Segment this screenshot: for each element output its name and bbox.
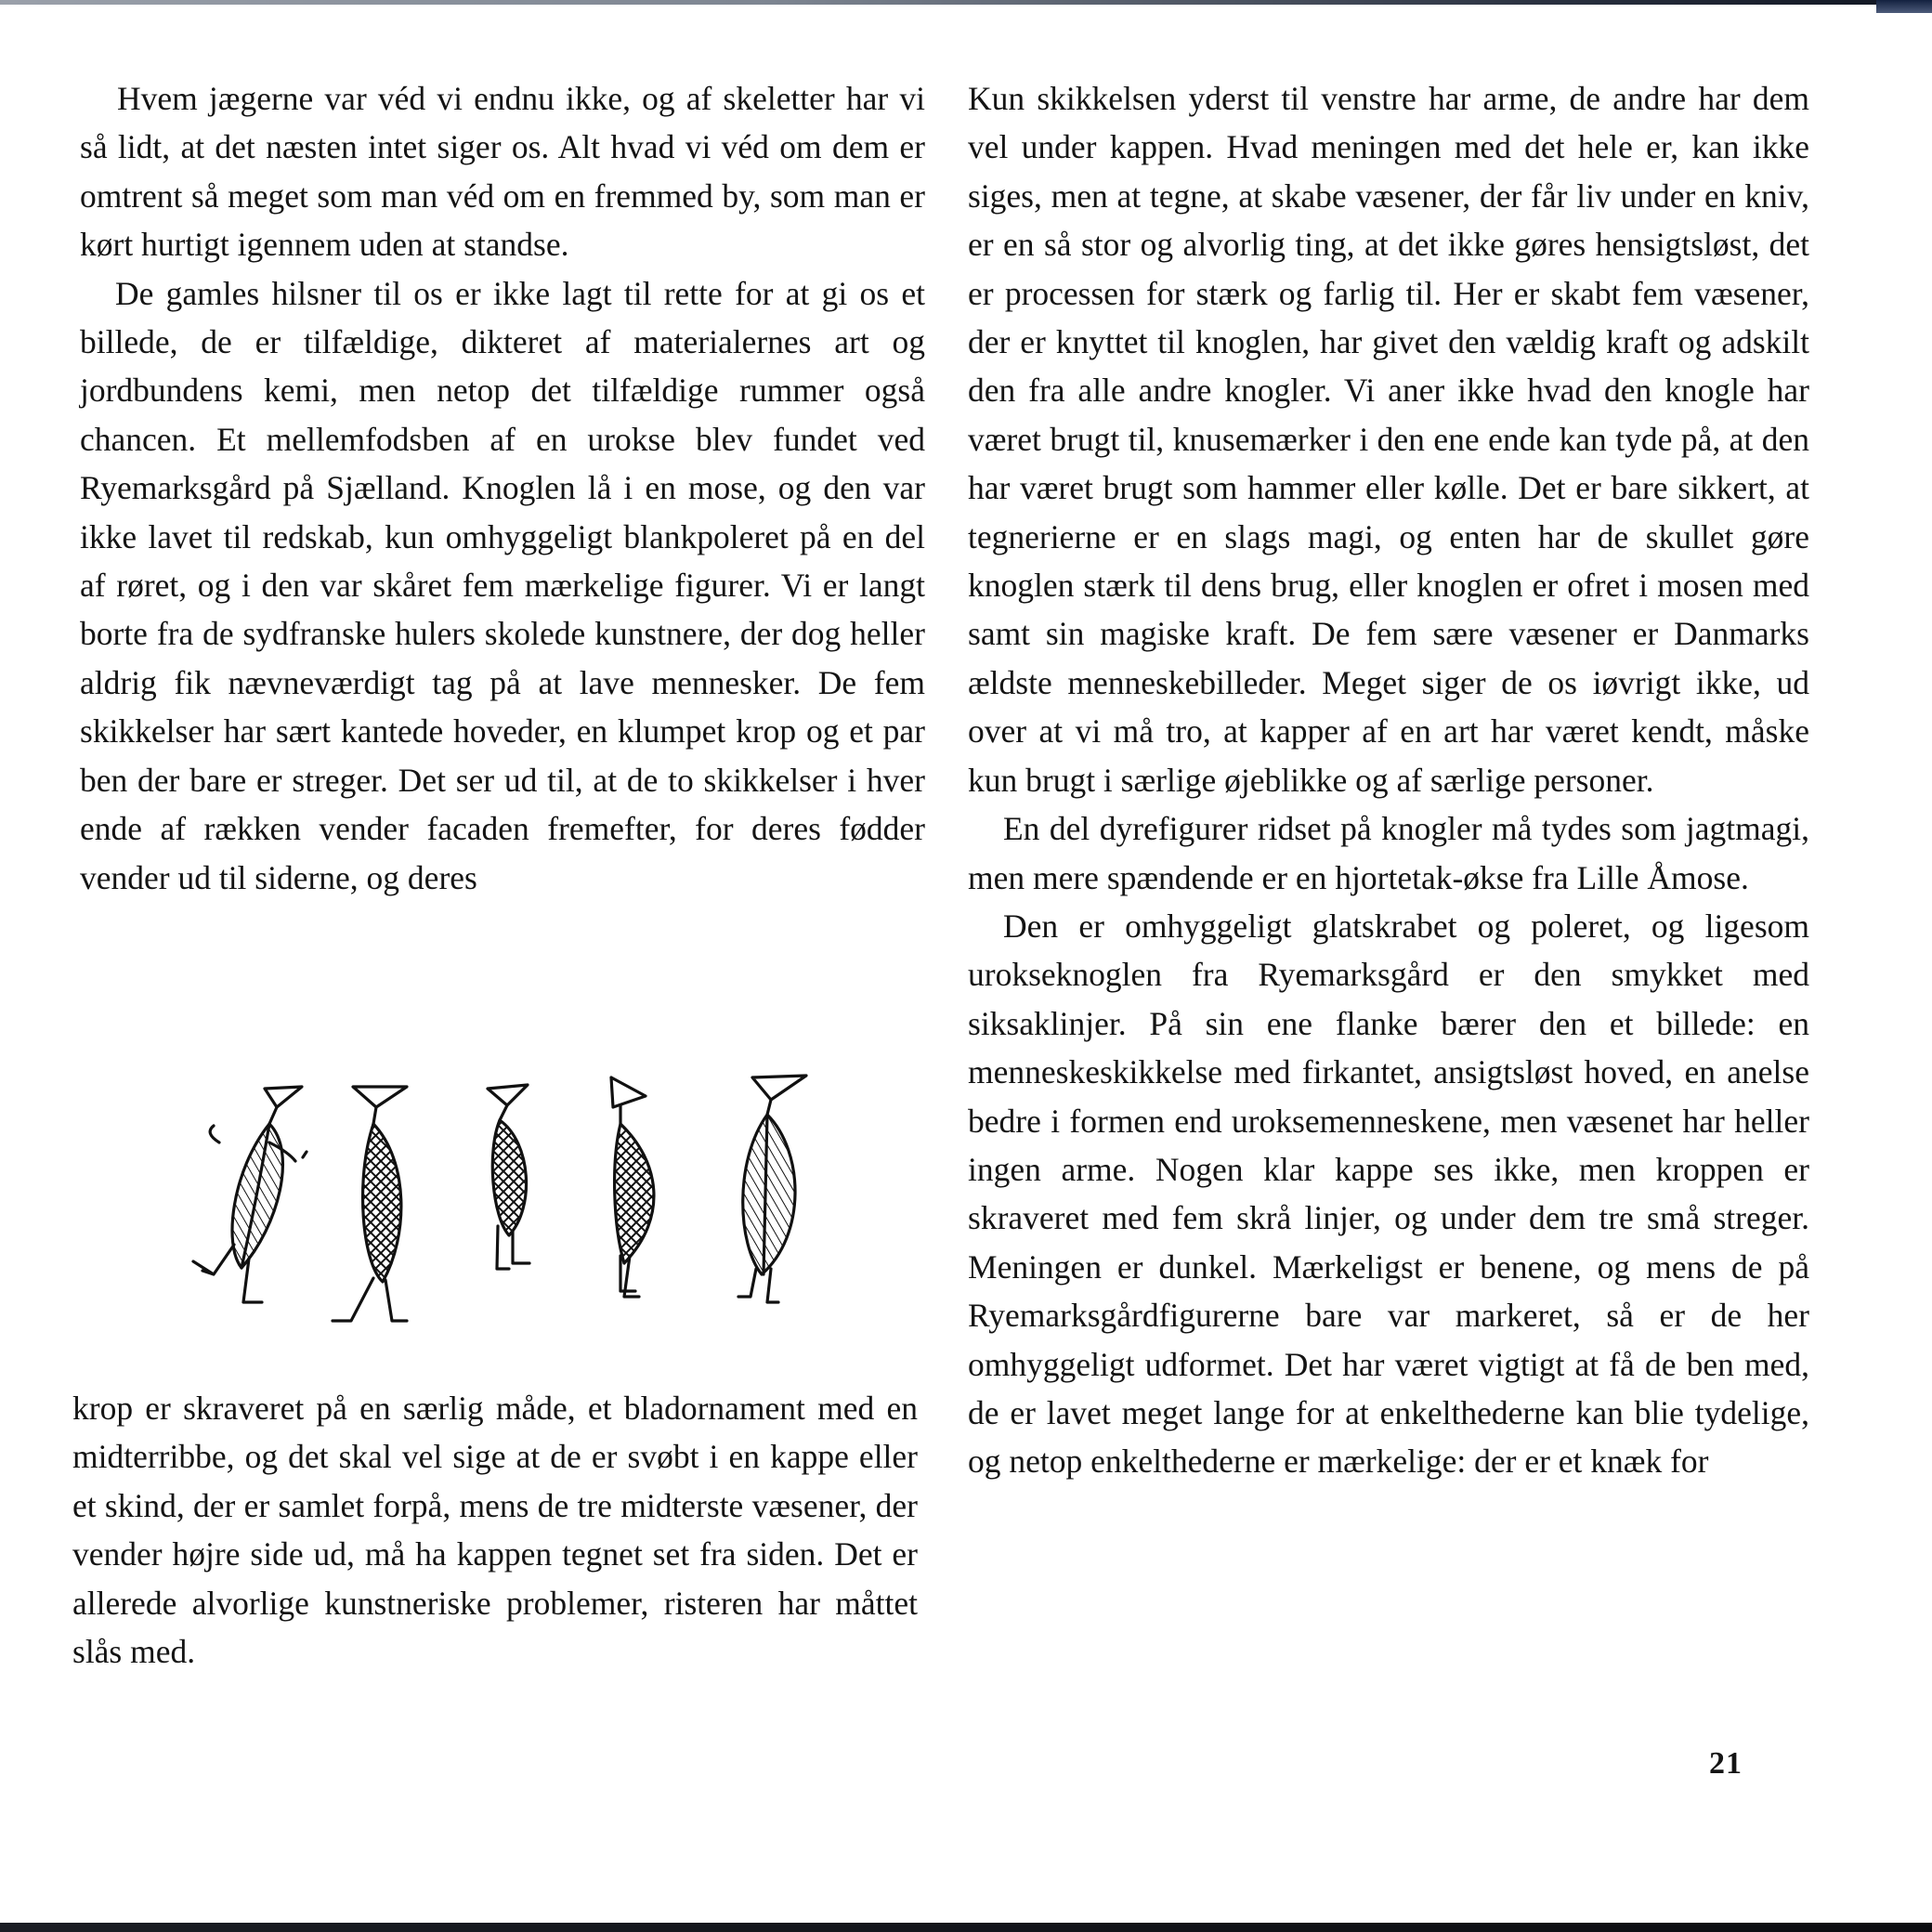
paragraph: Den er omhyggeligt glatskrabet og poleret, og ligesom urokseknoglen fra Ryemarksgård er den smykket med siksaklinjer. På sin ene flanke bærer den et billede: en menneskeskikkelse med firkantet, ansigtsløst hoved, en anelse bedre i formen end uroksemenneskene, men væsenet har heller ingen arme. Nogen klar kappe ses ikke, men kroppen er skraveret med fem skrå linjer, og under dem tre små streger. Meningen er dunkel. Mærkeligst er benene, og mens de på Ryemarksgårdfigurerne bare var markeret, så er de her omhyggeligt udformet. Det har været vigtigt at få de ben med, de er lavet meget lange for at enkelthederne kan blie tydelige, og netop enkelthederne er mærkelige: der er et knæk for xyxy=(968,907,1809,1481)
paragraph: De gamles hilsner til os er ikke lagt til rette for at gi os et billede, de er tilfældige, dikteret af materialernes art og jordbundens kemi, men netop det tilfældige rummer også chancen. Et mellemfodsben af en urokse blev fundet ved Ryemarksgård på Sjælland. Knoglen lå i en mose, og den var ikke lavet til redskab, kun omhyggeligt blankpoleret på en del af røret, og i den var skåret fem mærkelige figurer. Vi er langt borte fra de sydfranske hulers skolede kunstnere, der dog heller aldrig fik nævneværdigt tag på at lave mennesker. De fem skikkelser har sært kantede hoveder, en klumpet krop og et par ben der bare er streger. Det ser ud til, at de to skikkelser i hver ende af rækken vender facaden fremefter, for deres fødder vender ud til siderne, og deres xyxy=(80,274,925,896)
paragraph: En del dyrefigurer ridset på knogler må tydes som jagtmagi, men mere spændende er en hjortetak-økse fra Lille Åmose. xyxy=(968,810,1809,896)
page-number: 21 xyxy=(1709,1746,1743,1781)
page-bottom-edge xyxy=(0,1923,1932,1932)
paragraph: Hvem jægerne var véd vi endnu ikke, og af skeletter har vi så lidt, at det næsten intet siger os. Alt hvad vi véd om dem er omtrent så meget som man véd om en fremmed by, som man er kørt hurtigt igennem uden at standse. xyxy=(80,80,925,264)
left-column-top xyxy=(80,74,925,902)
left-column-bottom xyxy=(72,1384,918,1676)
page-top-edge xyxy=(0,0,1932,5)
paragraph: Kun skikkelsen yderst til venstre har arme, de andre har dem vel under kappen. Hvad meningen med det hele er, kan ikke siges, men at tegne, at skabe væsener, der får liv under en kniv, er en så stor og alvorlig ting, at det ikke gøres hensigtsløst, det er processen for stærk og farlig til. Her er skabt fem væsener, der er knyttet til knoglen, har givet den vældig kraft og adskilt den fra alle andre knogler. Vi aner ikke hvad den knogle har været brugt til, knusemærker i den ene ende kan tyde på, at den har været brugt som hammer eller kølle. Det er bare sikkert, at tegnerierne er en slags magi, og enten har de skullet gøre knoglen stærk til dens brug, eller knoglen er ofret i mosen med samt sin magiske kraft. De fem sære væsener er Danmarks ældste menneskebilleder. Meget siger de os iøvrigt ikke, ud over at vi må tro, at kapper af en art har været kendt, måske kun brugt i særlige øjeblikke og af særlige personer. xyxy=(968,80,1809,799)
figure-three xyxy=(488,1085,529,1269)
figure-one xyxy=(193,1087,307,1302)
figure-two xyxy=(333,1087,407,1321)
five-incised-figures-illustration xyxy=(176,1059,827,1328)
book-cover-corner xyxy=(1876,0,1932,13)
right-column xyxy=(968,74,1809,1486)
figure-five xyxy=(738,1076,806,1302)
paragraph: krop er skraveret på en særlig måde, et bladornament med en midterribbe, og det skal vel sige at de er svøbt i en kappe eller et skind, der er samlet forpå, mens de tre midterste væsener, der vender højre side ud, må ha kappen tegnet set fra siden. Det er allerede alvorlige kunstneriske problemer, risteren har måttet slås med. xyxy=(72,1390,918,1671)
figure-four xyxy=(611,1077,654,1297)
